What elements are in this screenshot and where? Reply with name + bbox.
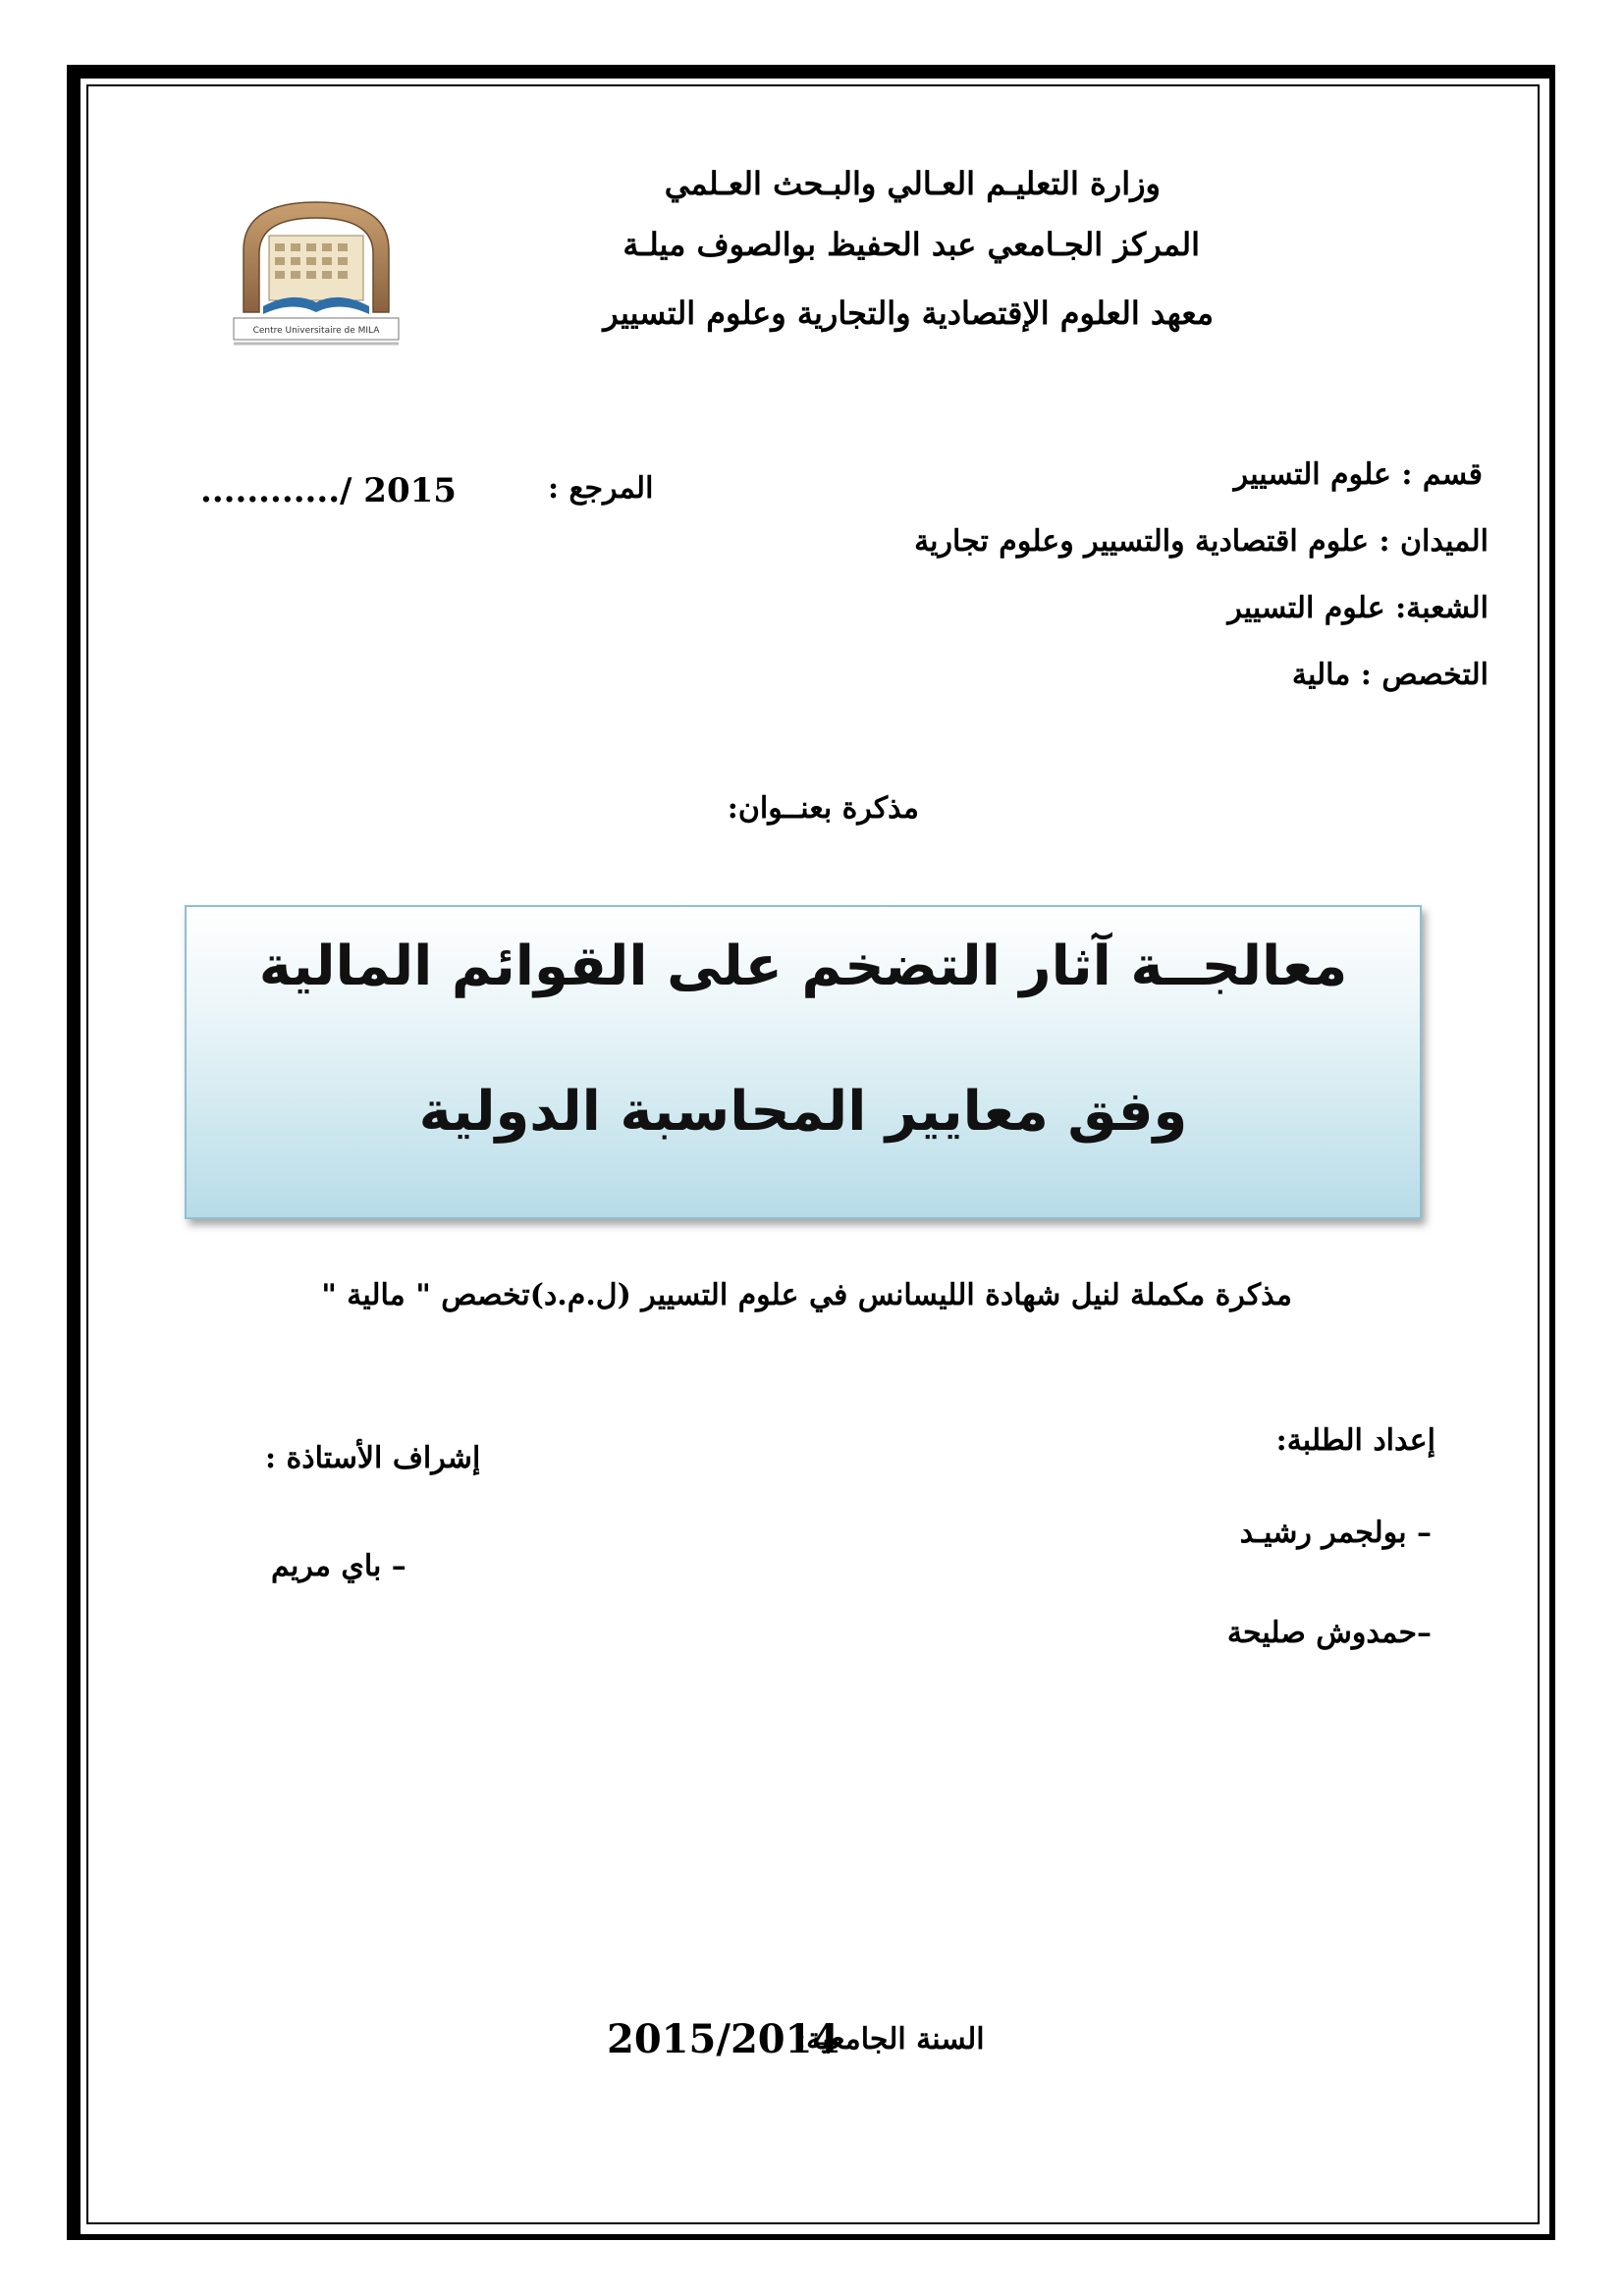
logo-caption: Centre Universitaire de MILA — [252, 326, 380, 336]
reference-value: ............/ 2015 — [200, 471, 457, 510]
institute-line: معهد العلوم الإقتصادية والتجارية وعلوم التسيير — [603, 294, 1214, 332]
academic-year-value: 2015/2014 — [607, 2016, 840, 2062]
academic-year-label: السنة الجامعية: — [795, 2022, 985, 2056]
student-name-1: – بولجمر رشيـد — [1239, 1516, 1432, 1550]
supervisor-label: إشراف الأستاذة : — [265, 1441, 481, 1475]
center-line: المركز الجـامعي عبد الحفيظ بوالصوف ميلـة — [623, 226, 1200, 263]
reference-label: المرجع : — [548, 471, 654, 506]
branch-field: الشعبة: علوم التسيير — [1227, 591, 1489, 625]
student-name-2: –حمدوش صليحة — [1226, 1616, 1432, 1650]
supervisor-name: – باي مريم — [271, 1549, 406, 1583]
university-logo — [224, 196, 408, 361]
degree-note: مذكرة مكملة لنيل شهادة الليسانس في علوم التسيير (ل.م.د)تخصص " مالية " — [321, 1278, 1292, 1312]
thesis-title-box — [185, 905, 1422, 1219]
department-field: قسم : علوم التسيير — [1233, 457, 1483, 492]
domain-field: الميدان : علوم اقتصادية والتسيير وعلوم تجارية — [914, 524, 1489, 559]
specialty-field: التخصص : مالية — [1291, 658, 1489, 692]
thesis-title-line-1: معالجــة آثار التضخم على القوائم المالية — [258, 934, 1348, 998]
memo-label: مذكرة بعنــوان: — [727, 791, 919, 826]
thesis-title-line-2: وفق معايير المحاسبة الدولية — [418, 1080, 1188, 1144]
students-label: إعداد الطلبة: — [1275, 1423, 1435, 1458]
ministry-line: وزارة التعليـم العـالي والبـحث العـلمي — [664, 165, 1161, 202]
